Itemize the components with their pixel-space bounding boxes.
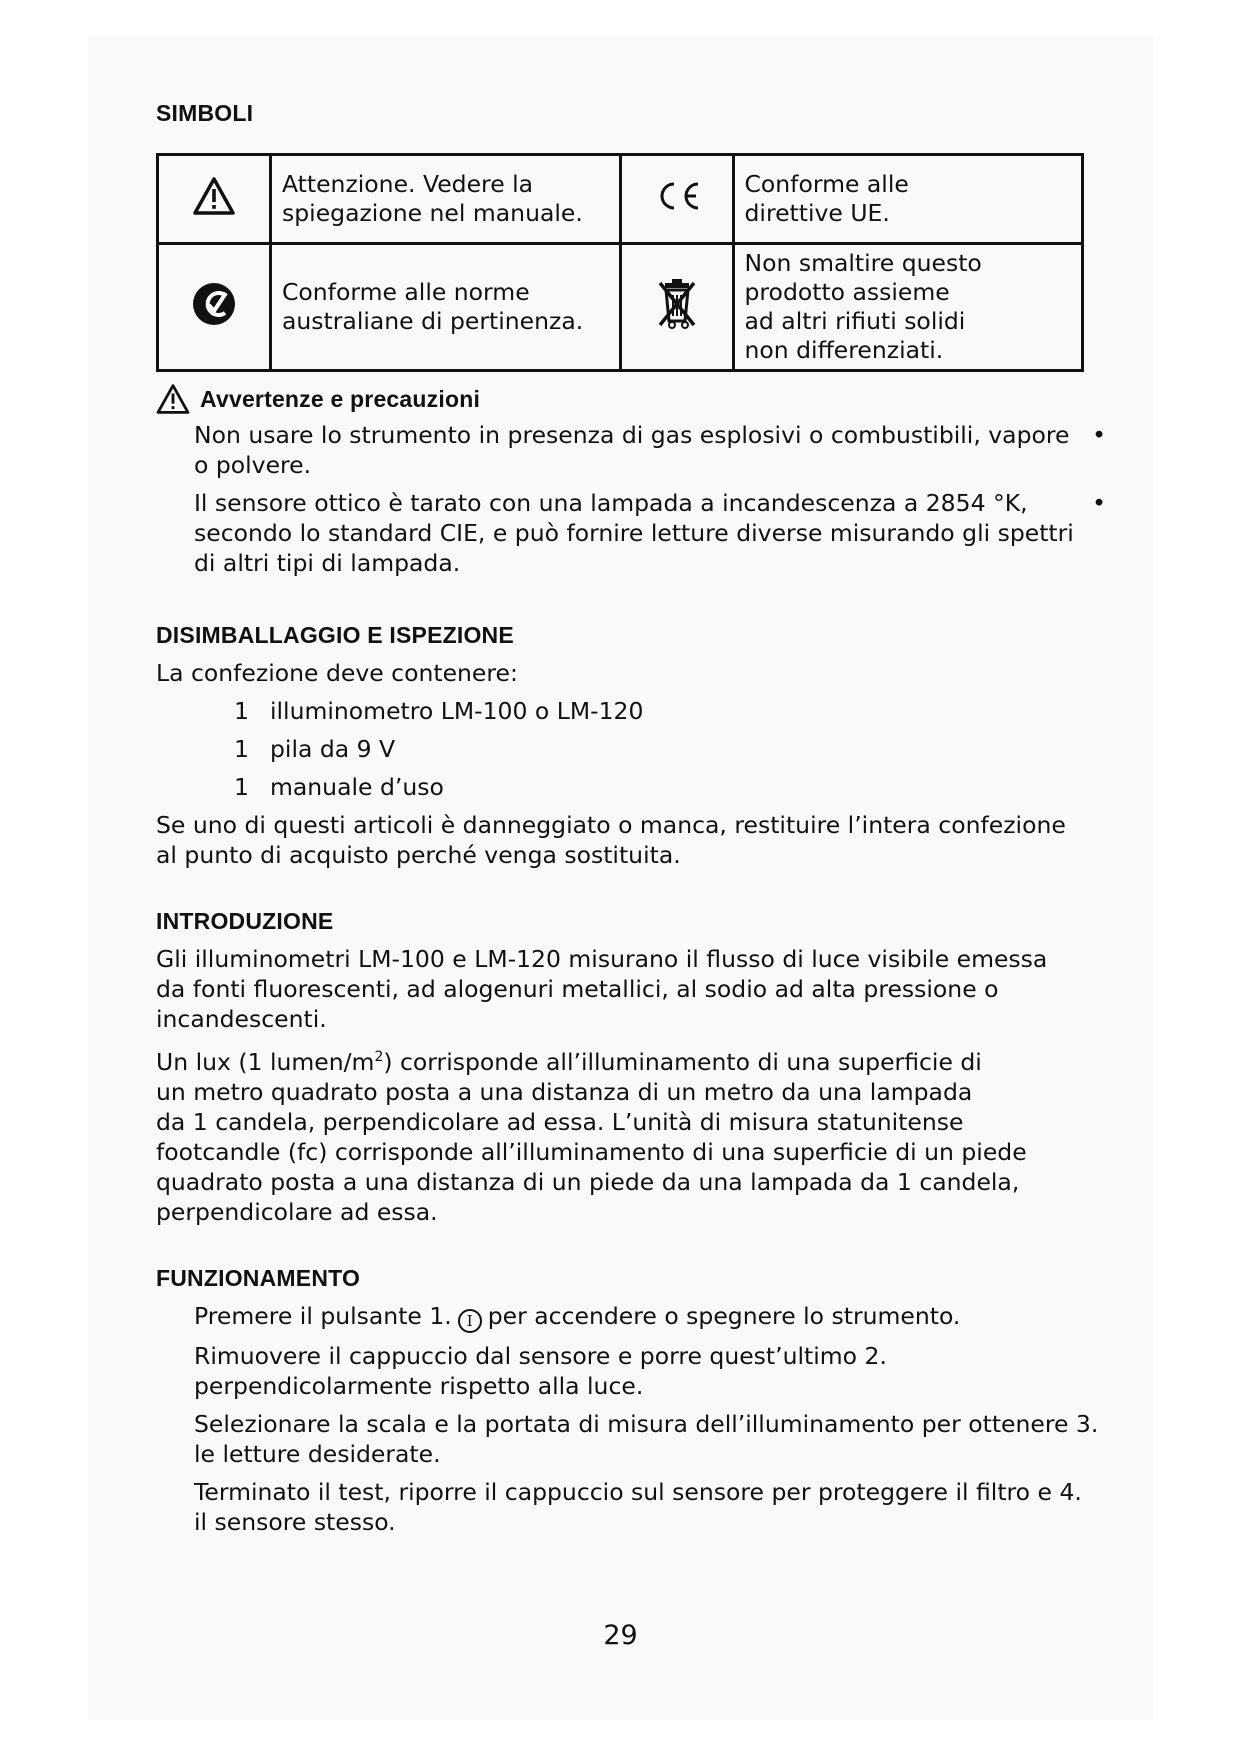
unpacking-heading: DISIMBALLAGGIO E ISPEZIONE xyxy=(156,622,514,648)
power-icon: I xyxy=(458,1309,482,1333)
symbols-heading: SIMBOLI xyxy=(156,100,254,126)
unpacking-intro: La confezione deve contenere: xyxy=(156,659,518,687)
operation-step: Selezionare la scala e la portata di misura dell’illuminamento per ottenere 3. le letture desiderate. xyxy=(194,1409,1099,1468)
symbols-table xyxy=(156,153,1084,372)
weee-bin-icon xyxy=(657,277,697,331)
symbol-description: Conforme alle direttive UE. xyxy=(733,155,1083,244)
page-number: 29 xyxy=(603,1620,638,1651)
bullet: • xyxy=(1092,421,1106,449)
warnings-heading-row xyxy=(156,384,1106,414)
list-item: 1 manuale d’uso xyxy=(234,773,444,801)
introduction-heading: INTRODUZIONE xyxy=(156,908,334,934)
introduction-paragraph: Gli illuminometri LM-100 e LM-120 misurano il flusso di luce visibile emessa da fonti fluorescenti, ad alogenuri metallici, al sodio ad alta pressione o incandescenti. xyxy=(156,945,1048,1033)
symbols-row xyxy=(158,244,1083,371)
warning-triangle-icon xyxy=(193,177,235,215)
warning-item: Il sensore ottico è tarato con una lampada a incandescenza a 2854 °K, • secondo lo standard CIE, e può fornire letture diverse misurando gli spettri di altri tipi di lampada. xyxy=(194,489,1106,577)
c-tick-icon xyxy=(192,282,236,326)
manual-page-content xyxy=(156,100,1106,1537)
introduction-paragraph: Un lux (1 lumen/$m^2$) corrisponde all’illuminamento di una superficie di un metro quadrato posta a una distanza di un metro da una lampada da 1 candela, perpendicolare ad essa. L’unità di misura statunitense footcandle (fc) corrisponde all’illuminamento di una superficie di un piede quadrato posta a una distanza di un piede da una lampada da 1 candela, perpendicolare ad essa. xyxy=(156,1047,1027,1226)
symbol-description: Attenzione. Vedere la spiegazione nel manuale. xyxy=(271,155,621,244)
warning-triangle-icon xyxy=(156,384,190,414)
operation-heading: FUNZIONAMENTO xyxy=(156,1264,361,1291)
operation-step: Premere il pulsante 1. I per accendere o spegnere lo strumento. xyxy=(156,1301,1106,1333)
list-item: 1 pila da 9 V xyxy=(234,735,396,763)
symbols-row xyxy=(158,155,1083,244)
list-item: 1 illuminometro LM-100 o LM-120 xyxy=(234,697,644,725)
warnings-heading: Avvertenze e precauzioni xyxy=(200,385,481,412)
symbol-description: Conforme alle norme australiane di pertinenza. xyxy=(271,244,621,371)
bullet: • xyxy=(1092,489,1106,517)
unpacking-note: Se uno di questi articoli è danneggiato o manca, restituire l’intera confezione al punto di acquisto perché venga sostituita. xyxy=(156,811,1066,869)
symbol-cell xyxy=(620,244,733,371)
symbol-cell xyxy=(158,244,271,371)
symbol-cell xyxy=(158,155,271,244)
ce-mark-icon xyxy=(652,180,702,212)
operation-step: Terminato il test, riporre il cappuccio sul sensore per proteggere il filtro e 4. il sensore stesso. xyxy=(194,1477,1082,1536)
warning-item: Non usare lo strumento in presenza di gas esplosivi o combustibili, vapore • o polvere. xyxy=(194,421,1106,479)
operation-step: Rimuovere il cappuccio dal sensore e porre quest’ultimo 2. perpendicolarmente rispetto alla luce. xyxy=(194,1341,887,1400)
symbol-cell xyxy=(620,155,733,244)
symbol-description: Non smaltire questo prodotto assieme ad altri rifiuti solidi non differenziati. xyxy=(733,244,1083,371)
